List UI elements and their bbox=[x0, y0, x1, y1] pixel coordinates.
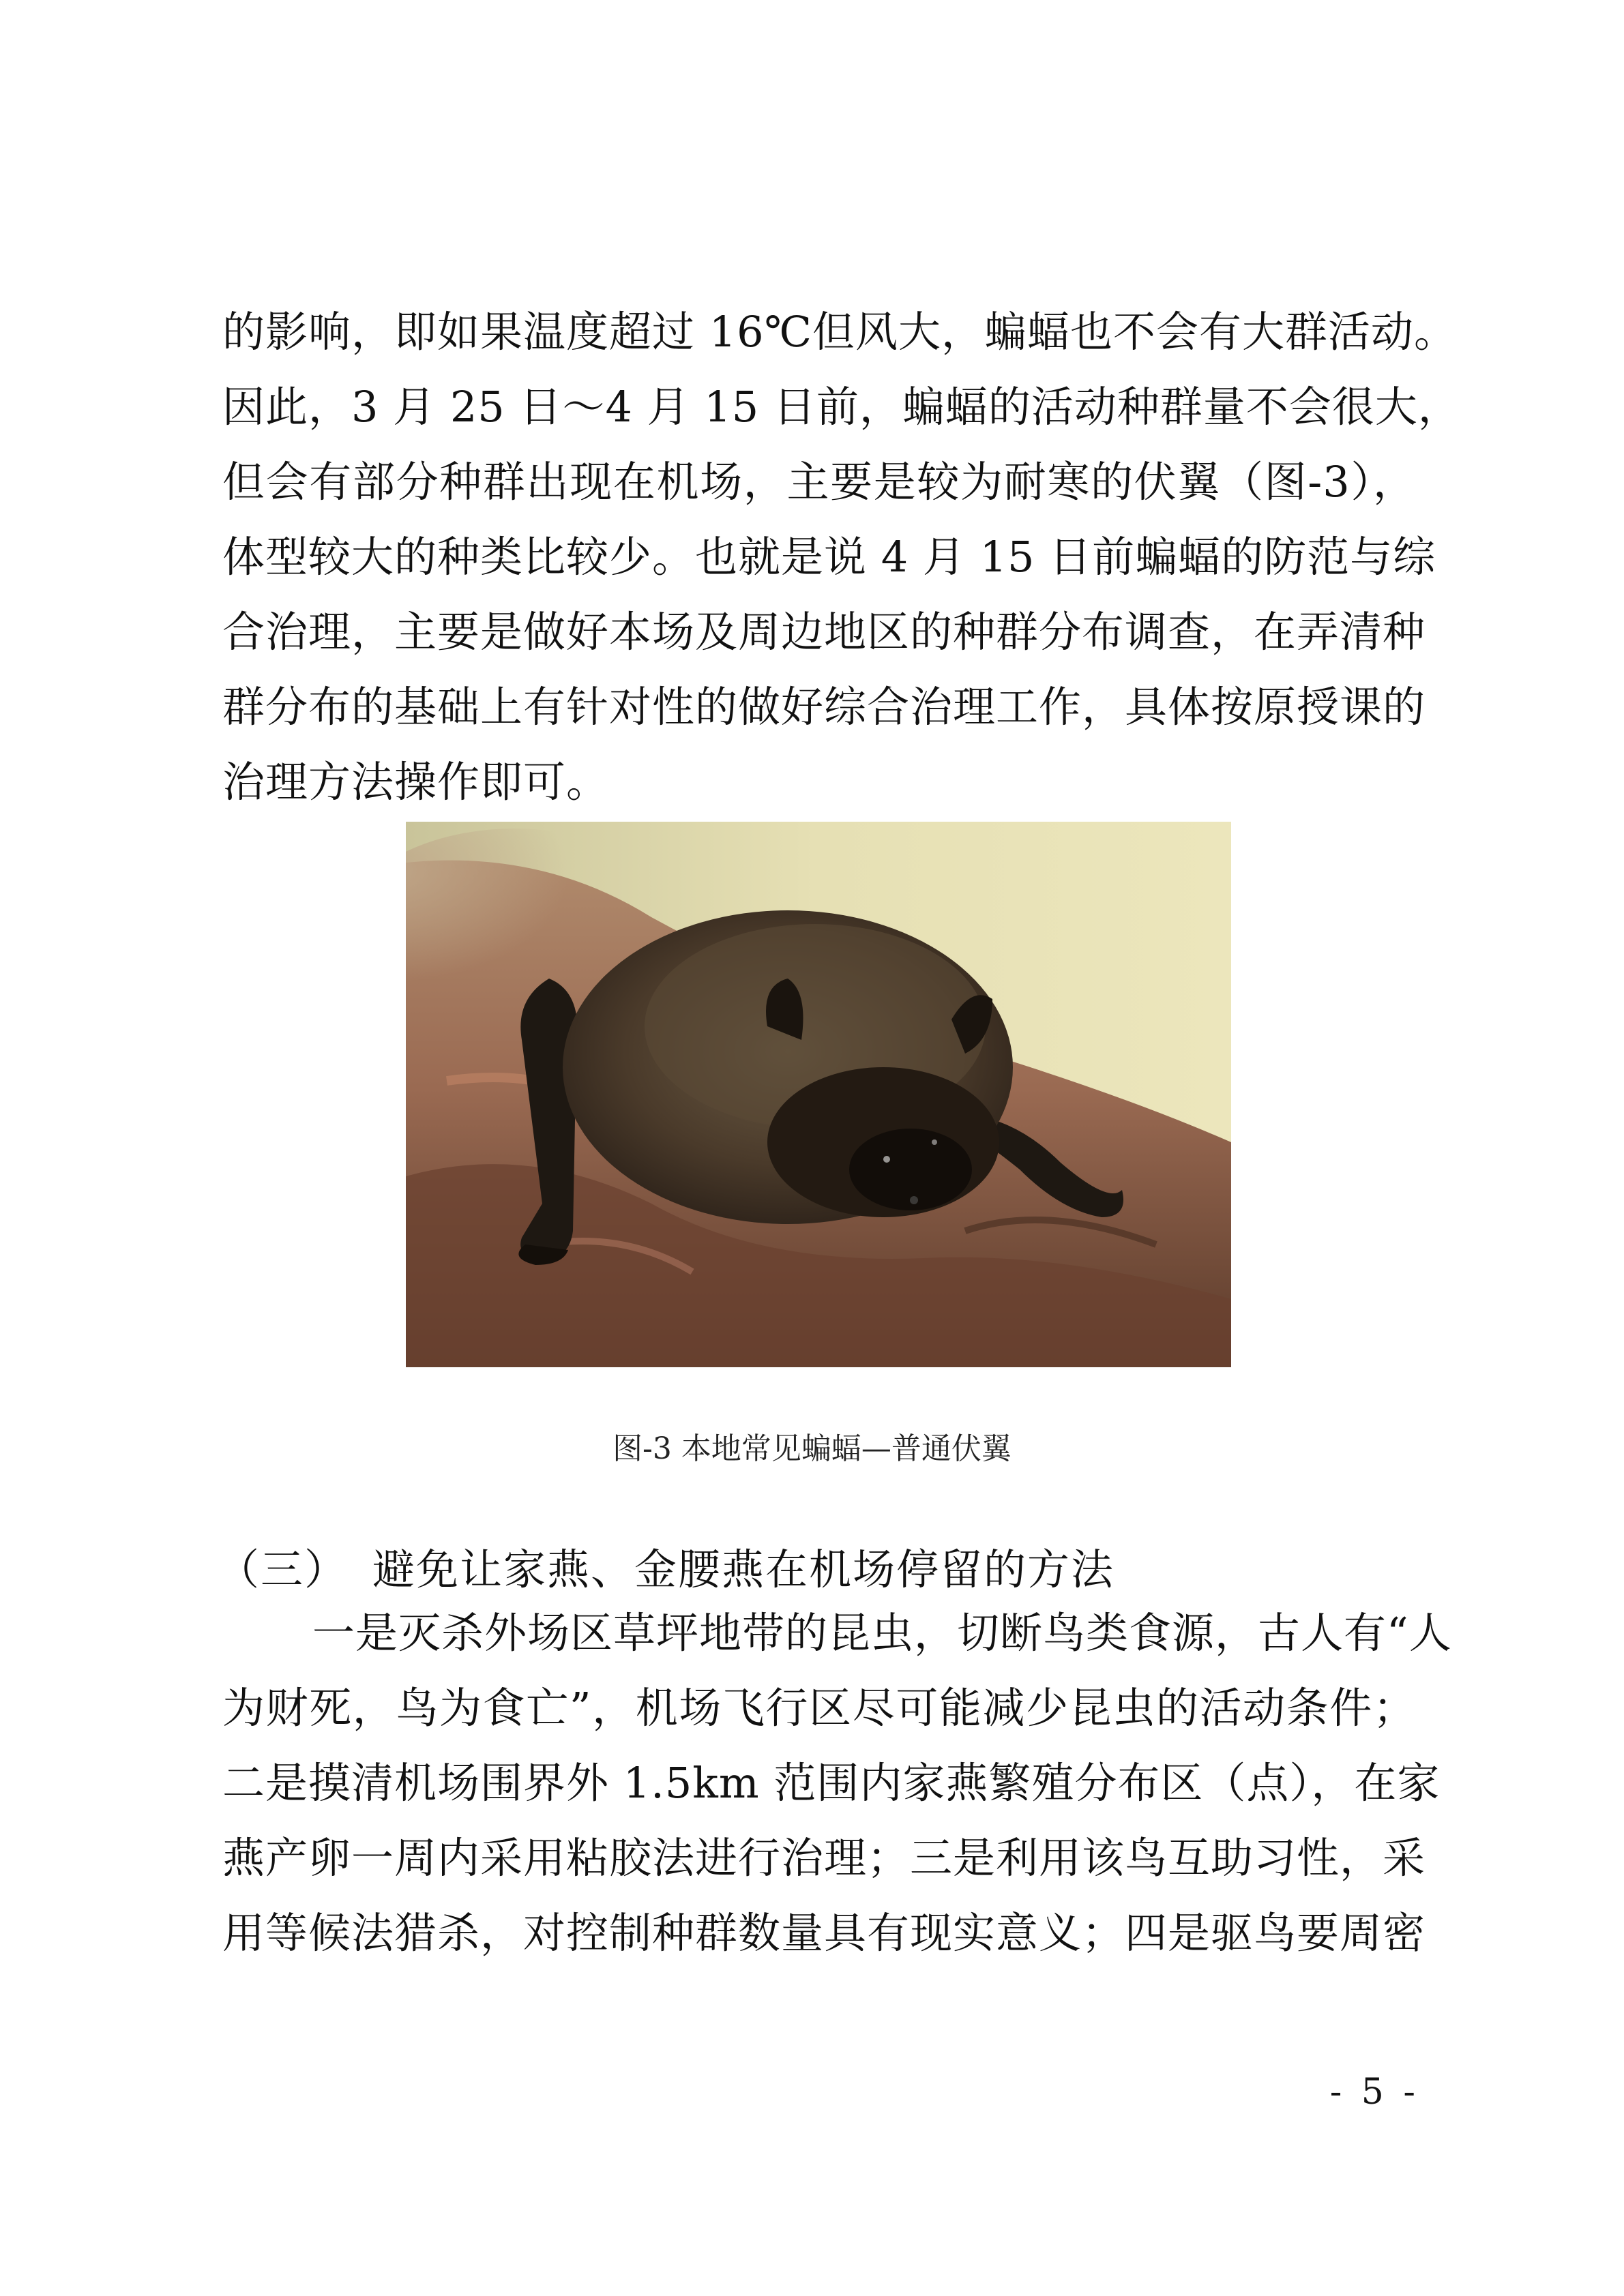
paragraph-line: 群分布的基础上有针对性的做好综合治理工作，具体按原授课的 bbox=[222, 682, 1426, 732]
section-number: （三） bbox=[217, 1545, 349, 1594]
paragraph-line: 一是灭杀外场区草坪地带的昆虫，切断鸟类食源，古人有“人 bbox=[312, 1608, 1452, 1658]
paragraph-line: 因此，3 月 25 日～4 月 15 日前，蝙蝠的活动种群量不会很大， bbox=[222, 382, 1461, 432]
paragraph-line: 但会有部分种群出现在机场，主要是较为耐寒的伏翼（图-3）， bbox=[222, 457, 1416, 507]
page-number: - 5 - bbox=[1329, 2072, 1419, 2113]
paragraph-line: 治理方法操作即可。 bbox=[222, 757, 610, 807]
paragraph-swallow-methods bbox=[222, 1596, 1452, 1971]
paragraph-line: 二是摸清机场围界外 1.5km 范围内家燕繁殖分布区（点），在家 bbox=[222, 1758, 1441, 1808]
paragraph-line: 用等候法猎杀，对控制种群数量具有现实意义；四是驱鸟要周密 bbox=[222, 1908, 1426, 1958]
section-title: 避免让家燕、金腰燕在机场停留的方法 bbox=[372, 1545, 1115, 1594]
paragraph-line: 的影响，即如果温度超过 16℃但风大，蝙蝠也不会有大群活动。 bbox=[222, 307, 1457, 357]
paragraph-bat-activity bbox=[222, 295, 1461, 820]
figure-caption: 图-3 本地常见蝙蝠—普通伏翼 bbox=[612, 1431, 1012, 1466]
paragraph-line: 为财死，鸟为食亡”，机场飞行区尽可能减少昆虫的活动条件； bbox=[222, 1683, 1416, 1733]
bat-photo bbox=[406, 822, 1231, 1367]
section-heading bbox=[217, 1542, 1114, 1597]
paragraph-line: 燕产卵一周内采用粘胶法进行治理；三是利用该鸟互助习性，采 bbox=[222, 1833, 1426, 1883]
paragraph-line: 合治理，主要是做好本场及周边地区的种群分布调查，在弄清种 bbox=[222, 607, 1426, 657]
paragraph-line: 体型较大的种类比较少。也就是说 4 月 15 日前蝙蝠的防范与综 bbox=[222, 532, 1436, 582]
